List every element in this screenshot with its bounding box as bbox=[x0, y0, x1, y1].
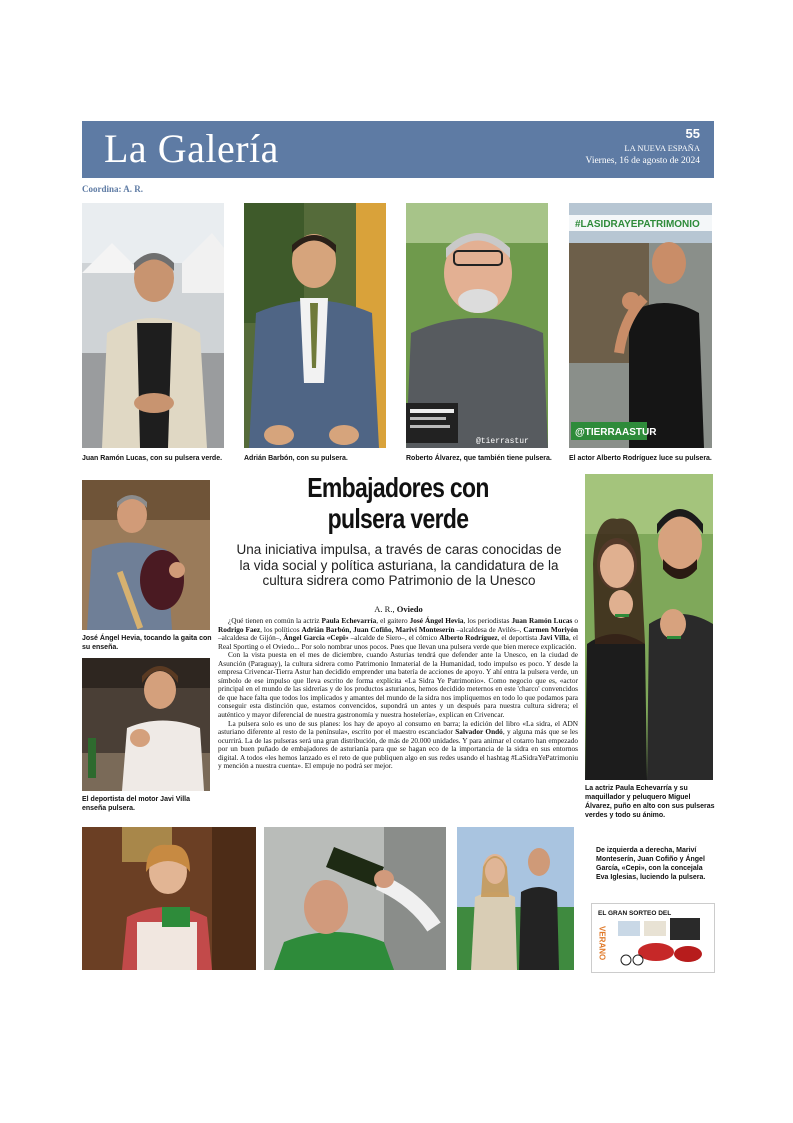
photo-angel-garcia-cepi bbox=[457, 827, 574, 970]
article-subheadline: Una iniciativa impulsa, a través de caras conocidas de la vida social y política asturiana, la candidatura de la cultura sidrera como Patrimonio de la Unesco bbox=[236, 542, 562, 588]
coordinator-credit: Coordina: A. R. bbox=[82, 184, 144, 194]
bold-name: Adrián Barbón, Juan Cofiño, Mariví Monteserín bbox=[301, 624, 455, 634]
photo-juan-cofino bbox=[264, 827, 446, 970]
text-run: , y alguna más que se les ocurrirá. La de las pulseras será una gran distribución, de más de 20.000 unidades. Y para animar el cotarro han empezado por un buen puñado de embajadores de asturianía para que se hagan eco de la importancia de la sidra en sus entornos digital. A todos «les hemos lanzado es el reto de que publiquen algo en sus redes usando el hashtag #LaSidraYePatrimoniu y mención a nuestra cuenta». El empuje no podrá ser mejor. bbox=[218, 727, 579, 771]
photo-handle-text: @tierrastur bbox=[476, 437, 529, 446]
photo-juan-ramon-lucas bbox=[82, 203, 224, 448]
photo-paula-echevarria bbox=[585, 474, 713, 780]
promo-sorteo-verano[interactable] bbox=[591, 903, 715, 973]
photo-jose-angel-hevia bbox=[82, 480, 210, 630]
bold-name: Salvador Ondó bbox=[455, 727, 503, 737]
caption-paula-echevarria: La actriz Paula Echevarría y su maquillador y peluquero Miguel Álvarez, puño en alto con sus pulseras verdes y todo su ánimo. bbox=[585, 785, 715, 819]
section-header bbox=[82, 121, 714, 178]
issue-date: Viernes, 16 de agosto de 2024 bbox=[585, 156, 700, 166]
caption-javi-villa: El deportista del motor Javi Villa enseña pulsera. bbox=[82, 796, 191, 812]
caption-alberto-rodriguez: El actor Alberto Rodríguez luce su pulsera. bbox=[569, 455, 712, 462]
bold-name: Alberto Rodríguez bbox=[439, 633, 498, 643]
photo-roberto-alvarez bbox=[406, 203, 548, 448]
photo-marivi-monteserin bbox=[82, 827, 256, 970]
page-number: 55 bbox=[685, 126, 700, 141]
text-run: , los políticos bbox=[260, 624, 302, 634]
article-headline bbox=[268, 472, 527, 534]
caption-jose-angel-hevia: José Ángel Hevia, tocando la gaita con su enseña. bbox=[82, 635, 212, 651]
article-paragraph-2: Con la vista puesta en el mes de diciembre, cuando Asturias tendrá que defender ante la Unesco, en la ciudad de Asunción (Paraguay), la cultura sidrera como Patrimonio Inmaterial de la Humanidad, todo impulso es poco. Y desde la empresa Crivencar-Tierra Astur han decidido emprender una batería de acciones de apoyo. Y ahí entra la pulsera verde, un símbolo de ese impulso que lleva escrito de forma explícita «La Sidra Ye Patrimonio». Como negocio que es, «actor principal en el mundo de las sidrerías y de los productos asturianos, hemos decidido meternos en este 'charco' convencidos de que hace falta que todos los implicados y amantes del mundo de la sidra nos impliquemos en todo lo que podamos para conseguir esta distinción que, estamos convencidos, supondrá un antes y un después para nuestra cultura sidrera; el auténtico y mayor diferencial de nuestra gastronomía y nuestra hostelería», explican en Crivencar. bbox=[218, 650, 578, 720]
bold-name: Carmen Moriyón bbox=[523, 624, 578, 634]
article-paragraph-3 bbox=[218, 720, 578, 771]
headline-line-2: pulsera verde bbox=[327, 503, 469, 534]
text-run: , el Real Sporting o el Oviedo... Por solo nombrar unos pocos. Pues que llevan una pulsera verde que bien merece explicación. bbox=[218, 633, 578, 651]
article-body bbox=[218, 617, 578, 771]
photo-hashtag-text: #LASIDRAYEPATRIMONIO bbox=[575, 219, 700, 230]
section-title: La Galería bbox=[104, 126, 279, 171]
article-byline bbox=[220, 604, 577, 614]
promo-title: EL GRAN SORTEO DEL bbox=[598, 910, 672, 917]
photo-alberto-rodriguez bbox=[569, 203, 712, 448]
caption-group-photo: De izquierda a derecha, Mariví Monteserín, Juan Cofiño y Ángel García, «Cepi», con la concejala Eva Iglesias, luciendo la pulsera. bbox=[596, 847, 706, 881]
text-run: , los periodistas bbox=[463, 616, 512, 625]
text-run: , el deportista bbox=[497, 633, 540, 643]
photo-adrian-barbon bbox=[244, 203, 386, 448]
bold-name: Rodrigo Faez bbox=[218, 624, 261, 634]
text-run: –alcalde de Siero–, el cómico bbox=[348, 633, 440, 643]
bold-name: Paula Echevarría bbox=[321, 616, 377, 625]
article-paragraph-1 bbox=[218, 617, 578, 651]
caption-juan-ramon-lucas: Juan Ramón Lucas, con su pulsera verde. bbox=[82, 455, 223, 462]
caption-adrian-barbon: Adrián Barbón, con su pulsera. bbox=[244, 455, 348, 462]
newspaper-name: LA NUEVA ESPAÑA bbox=[624, 143, 700, 153]
text-run: ¿Qué tienen en común la actriz bbox=[228, 616, 322, 625]
bold-name: Juan Ramón Lucas bbox=[511, 616, 573, 625]
text-run: , el gaitero bbox=[376, 616, 410, 625]
byline-city: Oviedo bbox=[396, 604, 423, 614]
bold-name: José Ángel Hevia bbox=[409, 616, 464, 625]
byline-author: A. R., bbox=[374, 604, 397, 614]
photo-javi-villa bbox=[82, 658, 210, 791]
text-run: o bbox=[572, 616, 578, 625]
promo-vertical-text: VERANO bbox=[597, 926, 607, 961]
headline-line-1: Embajadores con bbox=[307, 472, 489, 503]
text-run: La pulsera solo es uno de sus planes: los hay de apoyo al consumo en barra; la edición del libro «La sidra, el ADN asturiano diferente al resto de la península», escrito por el maestro escanciador bbox=[218, 718, 578, 737]
caption-roberto-alvarez: Roberto Álvarez, que también tiene pulsera. bbox=[406, 455, 552, 462]
text-run: –alcaldesa de Avilés–, bbox=[454, 624, 524, 634]
bold-name: Ángel García «Cepi» bbox=[283, 633, 349, 643]
bold-name: Javi Villa bbox=[539, 633, 569, 643]
photo-handle-box-text: @TIERRAASTUR bbox=[575, 427, 657, 438]
text-run: –alcaldesa de Gijón–, bbox=[218, 633, 284, 643]
